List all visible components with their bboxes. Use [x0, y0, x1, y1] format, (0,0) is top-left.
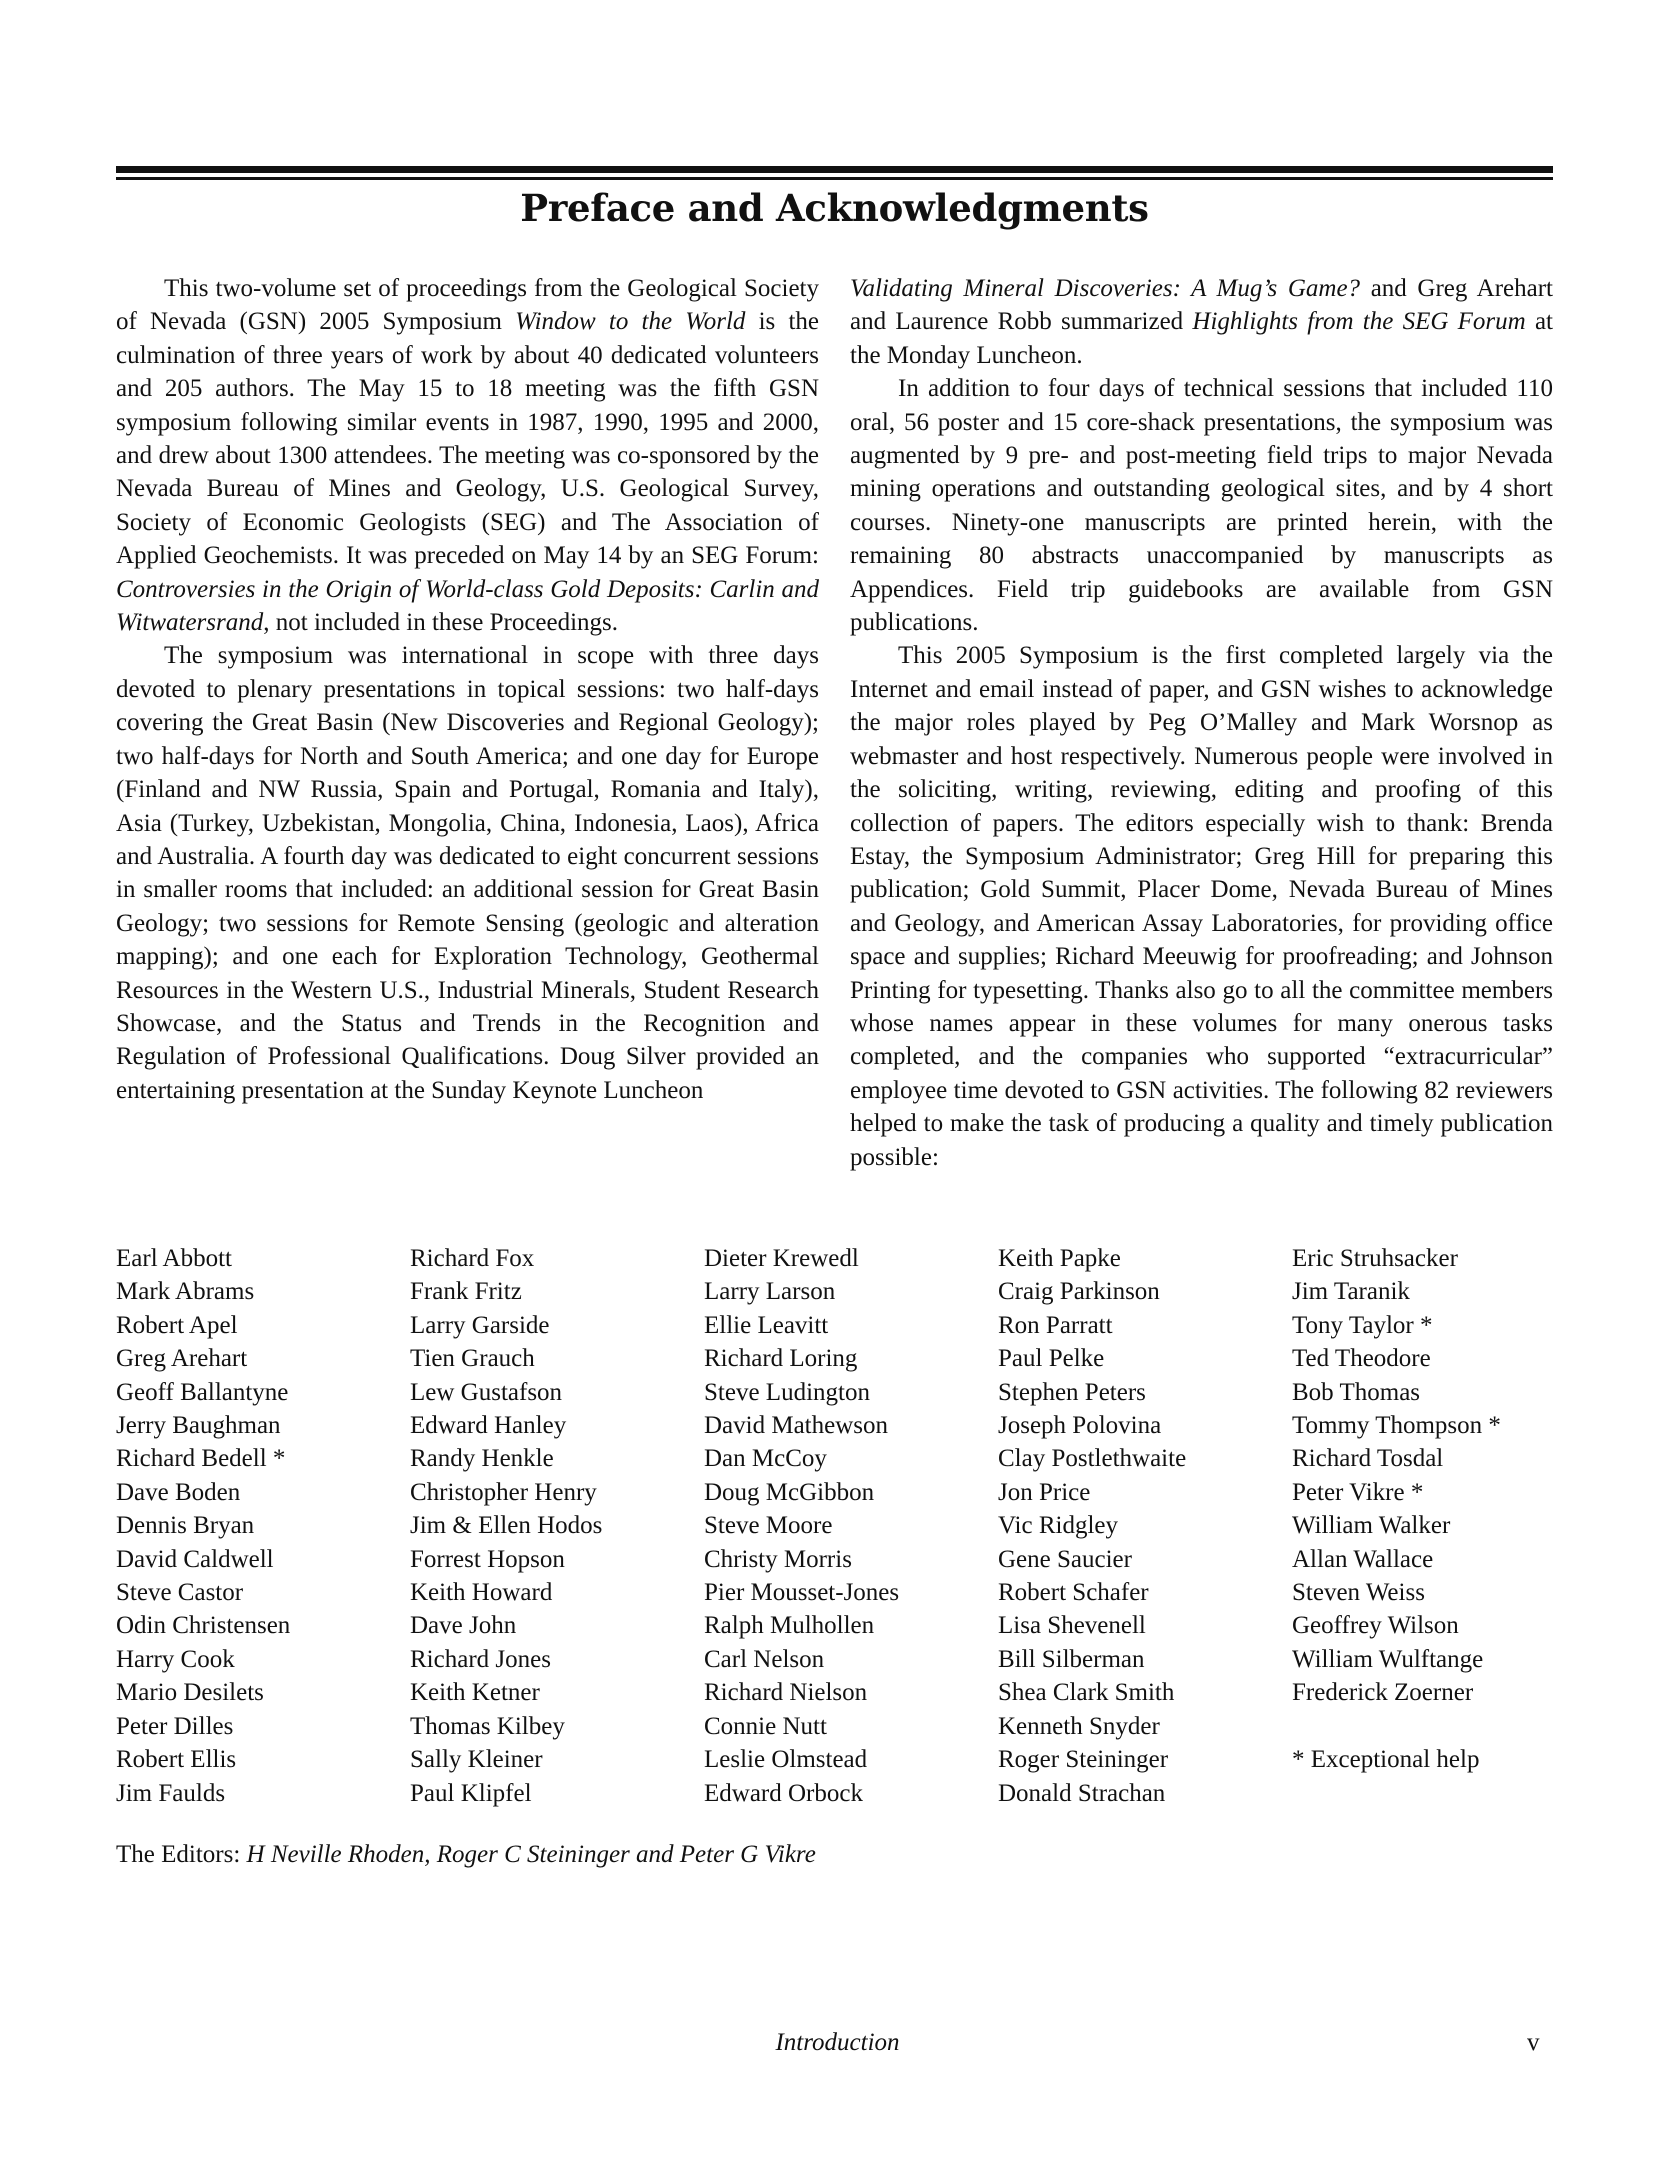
reviewer-name: Ralph Mulhollen: [704, 1612, 875, 1640]
reviewer-column: [116, 1242, 290, 1810]
paragraph-text: , not included in these Proceedings.: [263, 609, 619, 637]
italic-title-text: Window to the World: [515, 308, 746, 336]
reviewer-name: Stephen Peters: [998, 1378, 1146, 1406]
page-title: Preface and Acknowledgments: [520, 186, 1149, 230]
italic-title-text: Controversies in the Origin of World-class Gold Deposits: Carlin and Witwatersrand: [116, 575, 819, 637]
reviewer-name: Dave John: [410, 1612, 517, 1640]
reviewer-name: Richard Tosdal: [1292, 1445, 1444, 1473]
editors-label: The Editors:: [116, 1841, 247, 1868]
body-column-left: [116, 272, 819, 1107]
reviewer-name: Peter Dilles: [116, 1712, 234, 1740]
editors-credit: [116, 1841, 816, 1869]
reviewer-name: Dan McCoy: [704, 1445, 827, 1473]
reviewer-name: Gene Saucier: [998, 1545, 1132, 1573]
reviewer-column: [998, 1242, 1186, 1810]
reviewer-name: Bob Thomas: [1292, 1378, 1421, 1406]
reviewer-name: Shea Clark Smith: [998, 1679, 1175, 1707]
reviewer-name: Larry Garside: [410, 1311, 550, 1339]
reviewer-name: Jim & Ellen Hodos: [410, 1512, 603, 1540]
reviewer-name: Kenneth Snyder: [998, 1712, 1160, 1740]
reviewer-name: Dave Boden: [116, 1478, 241, 1506]
body-paragraph: [850, 639, 1553, 1174]
reviewer-column: [410, 1242, 602, 1810]
reviewer-name: Robert Apel: [116, 1311, 238, 1339]
body-paragraph: [116, 639, 819, 1107]
reviewer-name: Carl Nelson: [704, 1645, 825, 1673]
header-rule-thick: [116, 166, 1553, 173]
body-paragraph: [850, 272, 1553, 372]
reviewer-name: Roger Steininger: [998, 1746, 1169, 1774]
body-paragraph: [850, 372, 1553, 639]
reviewer-name: Mark Abrams: [116, 1278, 255, 1306]
reviewer-name: [1292, 1710, 1501, 1743]
reviewer-name: Christopher Henry: [410, 1478, 597, 1506]
reviewer-name: Richard Bedell *: [116, 1445, 286, 1473]
reviewer-name: Lew Gustafson: [410, 1378, 563, 1406]
reviewer-name: Richard Fox: [410, 1245, 535, 1272]
reviewer-name: Steven Weiss: [1292, 1579, 1425, 1607]
reviewer-name: Paul Klipfel: [410, 1779, 532, 1807]
reviewer-name: Larry Larson: [704, 1278, 836, 1306]
reviewer-column: [704, 1242, 899, 1810]
reviewer-name: Edward Hanley: [410, 1412, 567, 1440]
paragraph-text: is the culmination of three years of work by about 40 dedicated volunteers and 205 authors. The May 15 to 18 meeting was the fifth GSN symposium following similar events in 1987, 1990, 1995 and 2000, and drew about 1300 attendees. The meeting was co-sponsored by the Nevada Bureau of Mines and Geology, U.S. Geological Survey, Society of Economic Geologists (SEG) and The Association of Applied Geochemists. It was preceded on May 14 by an SEG Forum:: [116, 308, 819, 570]
reviewer-name: Geoffrey Wilson: [1292, 1612, 1459, 1640]
reviewer-name: Steve Castor: [116, 1579, 244, 1607]
reviewer-name: Mario Desilets: [116, 1679, 264, 1707]
reviewer-name: Keith Ketner: [410, 1679, 540, 1707]
italic-title-text: Highlights from the SEG Forum: [1192, 308, 1526, 336]
paragraph-text: This 2005 Symposium is the first completed largely via the Internet and email instead of paper, and GSN wishes to acknowledge the major roles played by Peg O’Malley and Mark Worsnop as webmaster and host respectively. Numerous people were involved in the soliciting, writing, reviewing, editing and proofing of this collection of papers. The editors especially wish to thank: Brenda Estay, the Symposium Administrator; Greg Hill for preparing this publication; Gold Summit, Placer Dome, Nevada Bureau of Mines and Geology, and American Assay Laboratories, for providing office space and supplies; Richard Meeuwig for proofreading; and Johnson Printing for typesetting. Thanks also go to all the committee members whose names appear in these volumes for many onerous tasks completed, and the companies who supported “extracurricular” employee time devoted to GSN activities. The following 82 reviewers helped to make the task of producing a quality and timely publication possible:: [850, 642, 1553, 1171]
reviewer-name: Tony Taylor *: [1292, 1311, 1433, 1339]
reviewer-name: Tommy Thompson *: [1292, 1412, 1501, 1440]
paragraph-text: The symposium was international in scope with three days devoted to plenary presentations in topical sessions: two half-days covering the Great Basin (New Discoveries and Regional Geology); two half-days for North and South America; and one day for Europe (Finland and NW Russia, Spain and Portugal, Romania and Italy), Asia (Turkey, Uzbekistan, Mongolia, China, Indonesia, Laos), Africa and Australia. A fourth day was dedicated to eight concurrent sessions in smaller rooms that included: an additional session for Great Basin Geology; two sessions for Remote Sensing (geologic and alteration mapping); and one each for Exploration Technology, Geothermal Resources in the Western U.S., Industrial Minerals, Student Research Showcase, and the Status and Trends in the Recognition and Regulation of Professional Qualifications. Doug Silver provided an entertaining presentation at the Sunday Keynote Luncheon: [116, 642, 819, 1104]
reviewer-name: Keith Howard: [410, 1579, 553, 1607]
reviewer-name: Doug McGibbon: [704, 1478, 875, 1506]
reviewer-name: Geoff Ballantyne: [116, 1378, 289, 1406]
reviewer-name: Frank Fritz: [410, 1278, 522, 1306]
reviewer-name: Leslie Olmstead: [704, 1746, 868, 1774]
reviewer-name: Jim Taranik: [1292, 1278, 1410, 1306]
editors-names: H Neville Rhoden, Roger C Steininger and Peter G Vikre: [246, 1841, 816, 1868]
reviewer-name: Ted Theodore: [1292, 1345, 1431, 1373]
paragraph-text: This two-volume set of proceedings from the Geological Society of Nevada (GSN) 2005 Symposium: [116, 275, 819, 336]
reviewer-name: Allan Wallace: [1292, 1545, 1434, 1573]
reviewer-name: Donald Strachan: [998, 1779, 1166, 1807]
reviewer-name: Joseph Polovina: [998, 1412, 1162, 1440]
reviewer-name: Pier Mousset-Jones: [704, 1579, 900, 1607]
footer-section: Introduction: [775, 2029, 900, 2056]
reviewer-name: William Walker: [1292, 1512, 1451, 1540]
reviewer-name: Steve Moore: [704, 1512, 833, 1540]
reviewer-name: Keith Papke: [998, 1245, 1121, 1272]
reviewer-name: Richard Loring: [704, 1345, 858, 1373]
reviewer-name: Sally Kleiner: [410, 1746, 543, 1774]
reviewer-name: Ellie Leavitt: [704, 1311, 829, 1339]
reviewer-name: Ron Parratt: [998, 1311, 1113, 1339]
reviewer-name: Robert Schafer: [998, 1579, 1149, 1607]
header-rule-thin: [116, 177, 1553, 180]
reviewer-name: Eric Struhsacker: [1292, 1245, 1458, 1272]
reviewer-name: Lisa Shevenell: [998, 1612, 1146, 1640]
reviewer-name: Robert Ellis: [116, 1746, 237, 1774]
reviewer-name: Dennis Bryan: [116, 1512, 255, 1540]
reviewer-name: Tien Grauch: [410, 1345, 535, 1373]
reviewer-name: Harry Cook: [116, 1645, 235, 1673]
body-column-right: [850, 272, 1553, 1174]
reviewer-name: Greg Arehart: [116, 1345, 248, 1373]
reviewer-name: Craig Parkinson: [998, 1278, 1160, 1306]
reviewer-name: Clay Postlethwaite: [998, 1445, 1187, 1473]
reviewer-name: Jon Price: [998, 1478, 1091, 1506]
reviewer-name: Dieter Krewedl: [704, 1245, 859, 1272]
reviewer-name: Richard Nielson: [704, 1679, 868, 1707]
reviewer-name: Richard Jones: [410, 1645, 551, 1673]
reviewer-name: Steve Ludington: [704, 1378, 870, 1406]
paragraph-text: at the Monday Luncheon.: [850, 308, 1553, 369]
reviewer-name: David Mathewson: [704, 1412, 888, 1440]
reviewer-name: Paul Pelke: [998, 1345, 1105, 1373]
reviewer-name: Connie Nutt: [704, 1712, 827, 1740]
reviewer-name: Bill Silberman: [998, 1645, 1145, 1673]
reviewer-name: Jerry Baughman: [116, 1412, 281, 1440]
reviewer-name: Christy Morris: [704, 1545, 852, 1573]
reviewer-name: Odin Christensen: [116, 1612, 291, 1640]
paragraph-text: In addition to four days of technical sessions that included 110 oral, 56 poster and 15 core-shack presentations, the symposium was augmented by 9 pre- and post-meeting field trips to major Nevada mining operations and outstanding geological sites, and by 4 short courses. Ninety-one manuscripts are printed herein, with the remaining 80 abstracts unaccompanied by manuscripts as Appendices. Field trip guidebooks are available from GSN publications.: [850, 375, 1553, 637]
body-paragraph: [116, 272, 819, 639]
reviewer-name: Earl Abbott: [116, 1245, 232, 1272]
reviewer-name: Frederick Zoerner: [1292, 1679, 1474, 1707]
reviewer-name: Vic Ridgley: [998, 1512, 1119, 1540]
reviewer-name: Peter Vikre *: [1292, 1478, 1424, 1506]
page-number: v: [1527, 2029, 1540, 2056]
paragraph-text: and Greg Arehart and Laurence Robb summarized: [850, 275, 1553, 336]
reviewer-name: Randy Henkle: [410, 1445, 554, 1473]
reviewer-name: Jim Faulds: [116, 1779, 226, 1807]
reviewer-name: Edward Orbock: [704, 1779, 863, 1807]
reviewer-name: William Wulftange: [1292, 1645, 1484, 1673]
reviewer-column: [1292, 1242, 1501, 1777]
italic-title-text: Validating Mineral Discoveries: A Mug’s Game?: [850, 275, 1361, 302]
reviewer-name: David Caldwell: [116, 1545, 274, 1573]
reviewer-name: Forrest Hopson: [410, 1545, 565, 1573]
reviewer-name: Thomas Kilbey: [410, 1712, 565, 1740]
exceptional-help-note: * Exceptional help: [1292, 1746, 1480, 1774]
